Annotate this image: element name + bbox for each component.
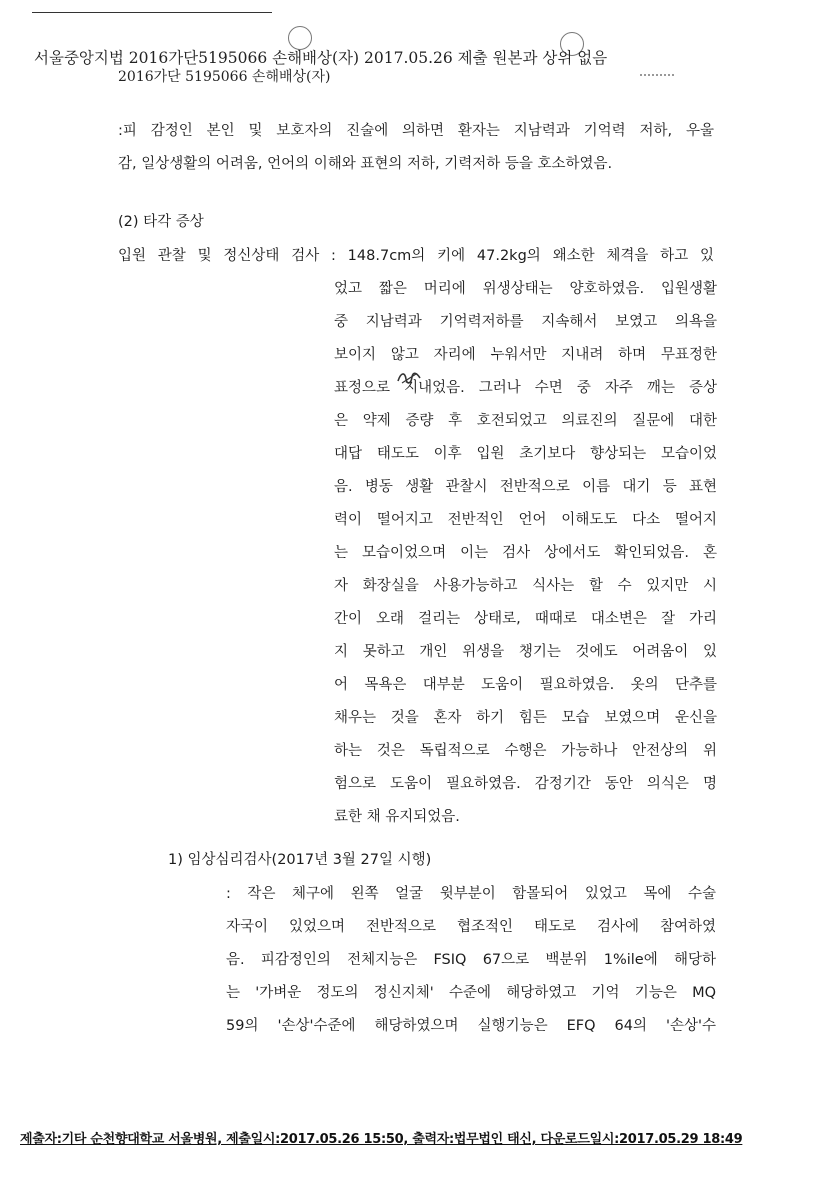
- test-heading: 1) 임상심리검사(2017년 3월 27일 시행): [168, 852, 432, 868]
- text-line: 력이 떨어지고 전반적인 언어 이해도도 다소 떨어지: [334, 512, 717, 528]
- handwritten-scribble-mark: [396, 369, 422, 387]
- text-line: 표정으로 지내었음. 그러나 수면 중 자주 깨는 증상: [334, 380, 717, 396]
- intro-paragraph: [118, 115, 714, 181]
- top-rule: [32, 12, 272, 13]
- text-line: 는 '가벼운 정도의 정신지체' 수준에 해당하였고 기억 기능은 MQ: [226, 985, 716, 1001]
- text-line: 보이지 않고 자리에 누워서만 지내려 하며 무표정한: [334, 347, 717, 363]
- observation-label-line: 입원 관찰 및 정신상태 검사 : 148.7cm의 키에 47.2kg의 왜소한 체격을 하고 있: [118, 248, 714, 264]
- text-line: 자국이 있었으며 전반적으로 협조적인 태도로 검사에 참여하였: [226, 919, 716, 935]
- text-line: 는 모습이었으며 이는 검사 상에서도 확인되었음. 혼: [334, 545, 717, 561]
- scan-smudge: [640, 74, 674, 76]
- text-line: 었고 짧은 머리에 위생상태는 양호하였음. 입원생활: [334, 281, 717, 297]
- text-line: 대답 태도도 이후 입원 초기보다 향상되는 모습이었: [334, 446, 717, 462]
- text-line: 하는 것은 독립적으로 수행은 가능하나 안전상의 위: [334, 743, 717, 759]
- text-line: 료한 채 유지되었음.: [334, 809, 460, 825]
- text-line: 음. 병동 생활 관찰시 전반적으로 이름 대기 등 표현: [334, 479, 717, 495]
- case-header: 서울중앙지법 2016가단5195066 손해배상(자) 2017.05.26 제출 원본과 상위 없음: [34, 49, 608, 67]
- text-line: 채우는 것을 혼자 하기 힘든 모습 보였으며 운신을: [334, 710, 717, 726]
- text-line: :피 감정인 본인 및 보호자의 진술에 의하면 환자는 지남력과 기억력 저하, 우울: [118, 123, 714, 139]
- text-line: 자 화장실을 사용가능하고 식사는 할 수 있지만 시: [334, 578, 717, 594]
- text-line: 험으로 도움이 필요하였음. 감정기간 동안 의식은 명: [334, 776, 717, 792]
- text-line: : 작은 체구에 왼쪽 얼굴 윗부분이 함몰되어 있었고 목에 수술: [226, 886, 716, 902]
- text-line: 어 목욕은 대부분 도움이 필요하였음. 옷의 단추를: [334, 677, 717, 693]
- observation-paragraph: [334, 273, 717, 834]
- text-line: 중 지남력과 기억력저하를 지속해서 보였고 의욕을: [334, 314, 717, 330]
- text-line: 음. 피감정인의 전체지능은 FSIQ 67으로 백분위 1%ile에 해당하: [226, 952, 716, 968]
- submission-footer: 제출자:기타 순천향대학교 서울병원, 제출일시:2017.05.26 15:50, 출력자:법무법인 태신, 다운로드일시:2017.05.29 18:49: [20, 1132, 743, 1147]
- case-subheader: 2016가단 5195066 손해배상(자): [118, 69, 331, 85]
- text-line: 감, 일상생활의 어려움, 언어의 이해와 표현의 저하, 기력저하 등을 호소하였음.: [118, 156, 613, 172]
- section-heading: (2) 타각 증상: [118, 214, 204, 230]
- test-paragraph: [226, 878, 716, 1043]
- text-line: 간이 오래 걸리는 상태로, 때때로 대소변은 잘 가리: [334, 611, 717, 627]
- text-line: 59의 '손상'수준에 해당하였으며 실행기능은 EFQ 64의 '손상'수: [226, 1018, 716, 1034]
- text-line: 지 못하고 개인 위생을 챙기는 것에도 어려움이 있: [334, 644, 717, 660]
- text-line: 은 약제 증량 후 호전되었고 의료진의 질문에 대한: [334, 413, 717, 429]
